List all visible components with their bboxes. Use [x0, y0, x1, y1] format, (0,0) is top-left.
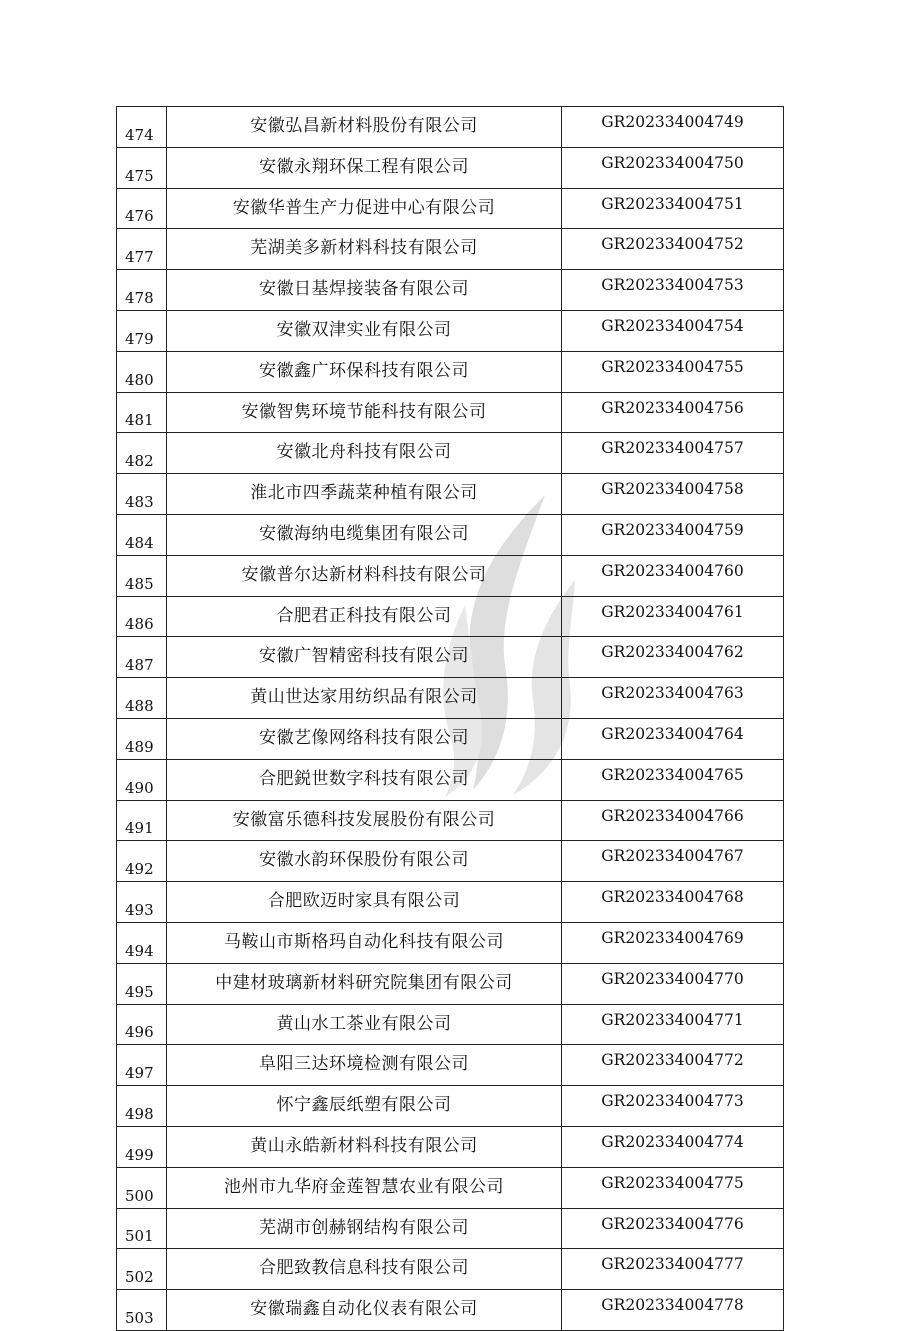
certificate-number: GR202334004762 [562, 637, 784, 678]
row-number: 476 [117, 188, 167, 229]
table-row [117, 107, 784, 148]
table-row [117, 963, 784, 1004]
company-name: 马鞍山市斯格玛自动化科技有限公司 [167, 922, 562, 963]
row-number: 485 [117, 555, 167, 596]
company-name: 安徽广智精密科技有限公司 [167, 637, 562, 678]
table-row [117, 147, 784, 188]
certificate-number: GR202334004777 [562, 1249, 784, 1290]
certificate-number: GR202334004774 [562, 1126, 784, 1167]
certificate-table [116, 106, 784, 1331]
certificate-number: GR202334004752 [562, 229, 784, 270]
row-number: 488 [117, 678, 167, 719]
company-name: 黄山永皓新材料科技有限公司 [167, 1126, 562, 1167]
certificate-number: GR202334004767 [562, 841, 784, 882]
certificate-number: GR202334004775 [562, 1167, 784, 1208]
company-name: 安徽双津实业有限公司 [167, 310, 562, 351]
company-name: 中建材玻璃新材料研究院集团有限公司 [167, 963, 562, 1004]
table-row [117, 759, 784, 800]
row-number: 490 [117, 759, 167, 800]
table-row [117, 310, 784, 351]
certificate-number: GR202334004772 [562, 1045, 784, 1086]
table-row [117, 1290, 784, 1331]
company-name: 淮北市四季蔬菜种植有限公司 [167, 474, 562, 515]
certificate-number: GR202334004751 [562, 188, 784, 229]
certificate-number: GR202334004754 [562, 310, 784, 351]
table-row [117, 188, 784, 229]
row-number: 474 [117, 107, 167, 148]
table-row [117, 1167, 784, 1208]
row-number: 484 [117, 514, 167, 555]
table-row [117, 1045, 784, 1086]
company-name: 安徽鑫广环保科技有限公司 [167, 351, 562, 392]
row-number: 497 [117, 1045, 167, 1086]
certificate-number: GR202334004768 [562, 882, 784, 923]
company-name: 合肥鋭世数字科技有限公司 [167, 759, 562, 800]
company-name: 安徽华普生产力促进中心有限公司 [167, 188, 562, 229]
table-row [117, 1086, 784, 1127]
row-number: 487 [117, 637, 167, 678]
certificate-number: GR202334004760 [562, 555, 784, 596]
table-row [117, 555, 784, 596]
table-row [117, 433, 784, 474]
table-row [117, 882, 784, 923]
company-name: 怀宁鑫辰纸塑有限公司 [167, 1086, 562, 1127]
certificate-number: GR202334004771 [562, 1004, 784, 1045]
certificate-number: GR202334004763 [562, 678, 784, 719]
company-name: 安徽富乐德科技发展股份有限公司 [167, 800, 562, 841]
row-number: 491 [117, 800, 167, 841]
certificate-number: GR202334004758 [562, 474, 784, 515]
row-number: 482 [117, 433, 167, 474]
certificate-number: GR202334004776 [562, 1208, 784, 1249]
company-name: 合肥致教信息科技有限公司 [167, 1249, 562, 1290]
row-number: 492 [117, 841, 167, 882]
row-number: 480 [117, 351, 167, 392]
certificate-number: GR202334004764 [562, 718, 784, 759]
certificate-number: GR202334004765 [562, 759, 784, 800]
company-name: 安徽水韵环保股份有限公司 [167, 841, 562, 882]
row-number: 483 [117, 474, 167, 515]
table-row [117, 229, 784, 270]
certificate-number: GR202334004749 [562, 107, 784, 148]
company-name: 合肥君正科技有限公司 [167, 596, 562, 637]
table-row [117, 800, 784, 841]
table-row [117, 1126, 784, 1167]
row-number: 496 [117, 1004, 167, 1045]
certificate-number: GR202334004766 [562, 800, 784, 841]
certificate-number: GR202334004769 [562, 922, 784, 963]
row-number: 494 [117, 922, 167, 963]
company-name: 池州市九华府金莲智慧农业有限公司 [167, 1167, 562, 1208]
certificate-number: GR202334004773 [562, 1086, 784, 1127]
company-name: 安徽智隽环境节能科技有限公司 [167, 392, 562, 433]
row-number: 499 [117, 1126, 167, 1167]
row-number: 498 [117, 1086, 167, 1127]
row-number: 481 [117, 392, 167, 433]
certificate-number: GR202334004770 [562, 963, 784, 1004]
table-row [117, 270, 784, 311]
row-number: 503 [117, 1290, 167, 1331]
company-name: 安徽北舟科技有限公司 [167, 433, 562, 474]
company-name: 芜湖市创赫钢结构有限公司 [167, 1208, 562, 1249]
row-number: 489 [117, 718, 167, 759]
certificate-number: GR202334004755 [562, 351, 784, 392]
row-number: 501 [117, 1208, 167, 1249]
table-row [117, 1208, 784, 1249]
company-name: 安徽永翔环保工程有限公司 [167, 147, 562, 188]
row-number: 486 [117, 596, 167, 637]
table-row [117, 718, 784, 759]
table-row [117, 678, 784, 719]
certificate-number: GR202334004750 [562, 147, 784, 188]
company-name: 合肥欧迈时家具有限公司 [167, 882, 562, 923]
company-name: 安徽弘昌新材料股份有限公司 [167, 107, 562, 148]
table-row [117, 637, 784, 678]
company-name: 安徽海纳电缆集团有限公司 [167, 514, 562, 555]
certificate-number: GR202334004753 [562, 270, 784, 311]
row-number: 479 [117, 310, 167, 351]
company-name: 黄山世达家用纺织品有限公司 [167, 678, 562, 719]
certificate-number: GR202334004756 [562, 392, 784, 433]
table-row [117, 474, 784, 515]
row-number: 493 [117, 882, 167, 923]
table-row [117, 1249, 784, 1290]
row-number: 475 [117, 147, 167, 188]
certificate-number: GR202334004761 [562, 596, 784, 637]
table-row [117, 841, 784, 882]
table-row [117, 1004, 784, 1045]
table-row [117, 514, 784, 555]
table-row [117, 392, 784, 433]
company-name: 安徽艺像网络科技有限公司 [167, 718, 562, 759]
company-name: 芜湖美多新材料科技有限公司 [167, 229, 562, 270]
certificate-number: GR202334004778 [562, 1290, 784, 1331]
certificate-number: GR202334004757 [562, 433, 784, 474]
table-row [117, 596, 784, 637]
certificate-number: GR202334004759 [562, 514, 784, 555]
row-number: 477 [117, 229, 167, 270]
table-row [117, 922, 784, 963]
company-name: 安徽普尔达新材料科技有限公司 [167, 555, 562, 596]
row-number: 495 [117, 963, 167, 1004]
company-name: 安徽日基焊接装备有限公司 [167, 270, 562, 311]
row-number: 502 [117, 1249, 167, 1290]
company-name: 安徽瑞鑫自动化仪表有限公司 [167, 1290, 562, 1331]
company-name: 黄山水工茶业有限公司 [167, 1004, 562, 1045]
row-number: 500 [117, 1167, 167, 1208]
company-name: 阜阳三达环境检测有限公司 [167, 1045, 562, 1086]
table-row [117, 351, 784, 392]
row-number: 478 [117, 270, 167, 311]
